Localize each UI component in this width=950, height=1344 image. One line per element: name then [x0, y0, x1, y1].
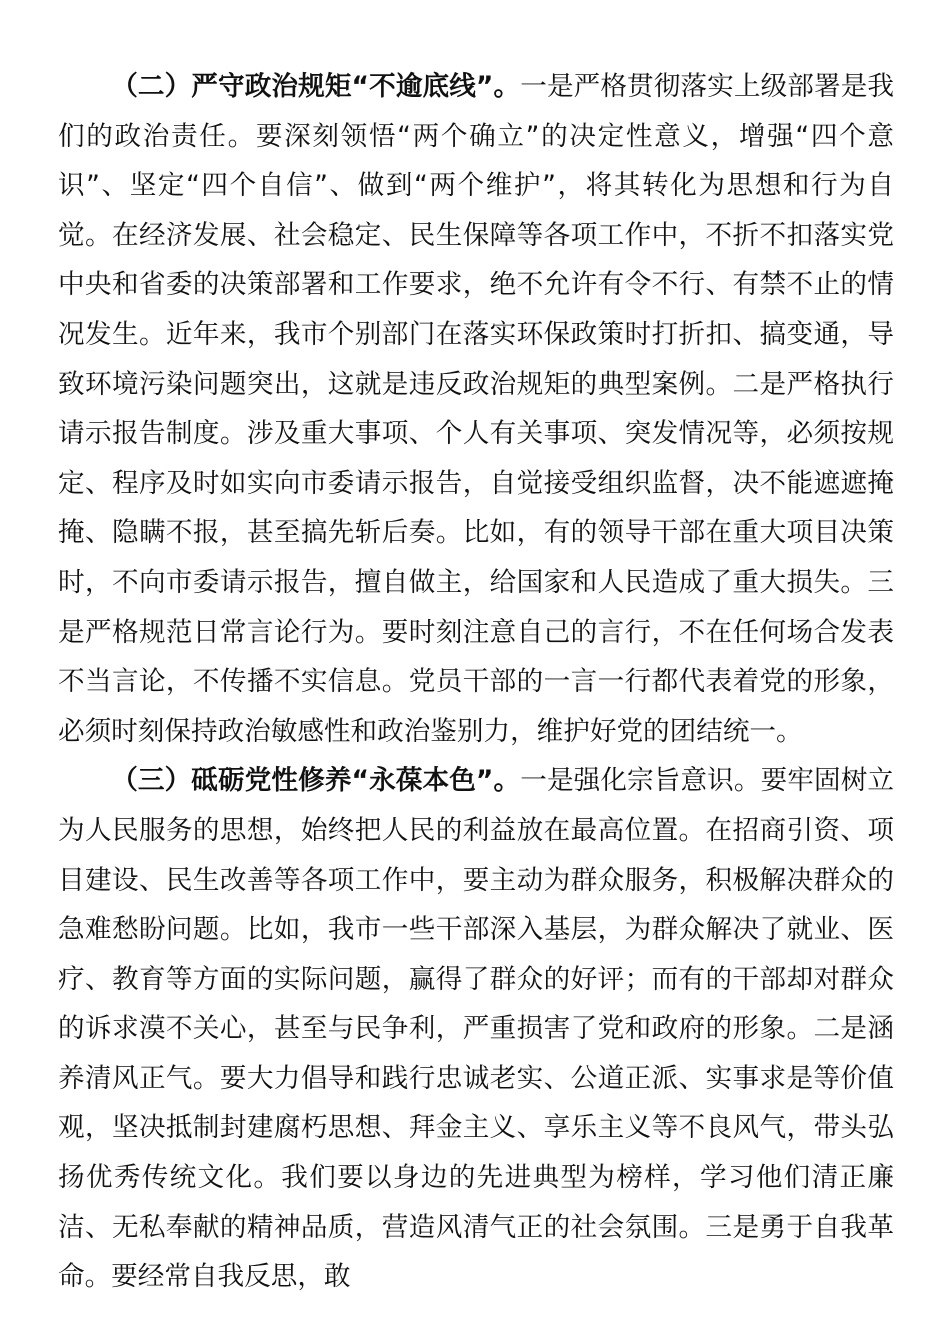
- section-paragraph-3: [58, 756, 894, 1302]
- document-page: [58, 62, 894, 1302]
- section-paragraph-2: [58, 62, 894, 756]
- section-heading-2: （二）严守政治规矩“不逾底线”。: [111, 71, 521, 102]
- section-body-2: 一是严格贯彻落实上级部署是我们的政治责任。要深刻领悟“两个确立”的决定性意义，增强“四个意识”、坚定“四个自信”、做到“两个维护”，将其转化为思想和行为自觉。在经济发展、社会稳定、民生保障等各项工作中，不折不扣落实党中央和省委的决策部署和工作要求，绝不允许有令不行、有禁不止的情况发生。近年来，我市个别部门在落实环保政策时打折扣、搞变通，导致环境污染问题突出，这就是违反政治规矩的典型案例。二是严格执行请示报告制度。涉及重大事项、个人有关事项、突发情况等，必须按规定、程序及时如实向市委请示报告，自觉接受组织监督，决不能遮遮掩掩、隐瞒不报，甚至搞先斩后奏。比如，有的领导干部在重大项目决策时，不向市委请示报告，擅自做主，给国家和人民造成了重大损失。三是严格规范日常言论行为。要时刻注意自己的言行，不在任何场合发表不当言论，不传播不实信息。党员干部的一言一行都代表着党的形象，必须时刻保持政治敏感性和政治鉴别力，维护好党的团结统一。: [58, 71, 894, 747]
- section-body-3: 一是强化宗旨意识。要牢固树立为人民服务的思想，始终把人民的利益放在最高位置。在招商引资、项目建设、民生改善等各项工作中，要主动为群众服务，积极解决群众的急难愁盼问题。比如，我市一些干部深入基层，为群众解决了就业、医疗、教育等方面的实际问题，赢得了群众的好评；而有的干部却对群众的诉求漠不关心，甚至与民争利，严重损害了党和政府的形象。二是涵养清风正气。要大力倡导和践行忠诚老实、公道正派、实事求是等价值观，坚决抵制封建腐朽思想、拜金主义、享乐主义等不良风气，带头弘扬优秀传统文化。我们要以身边的先进典型为榜样，学习他们清正廉洁、无私奉献的精神品质，营造风清气正的社会氛围。三是勇于自我革命。要经常自我反思，敢: [58, 765, 894, 1293]
- section-heading-3: （三）砥砺党性修养“永葆本色”。: [111, 765, 521, 797]
